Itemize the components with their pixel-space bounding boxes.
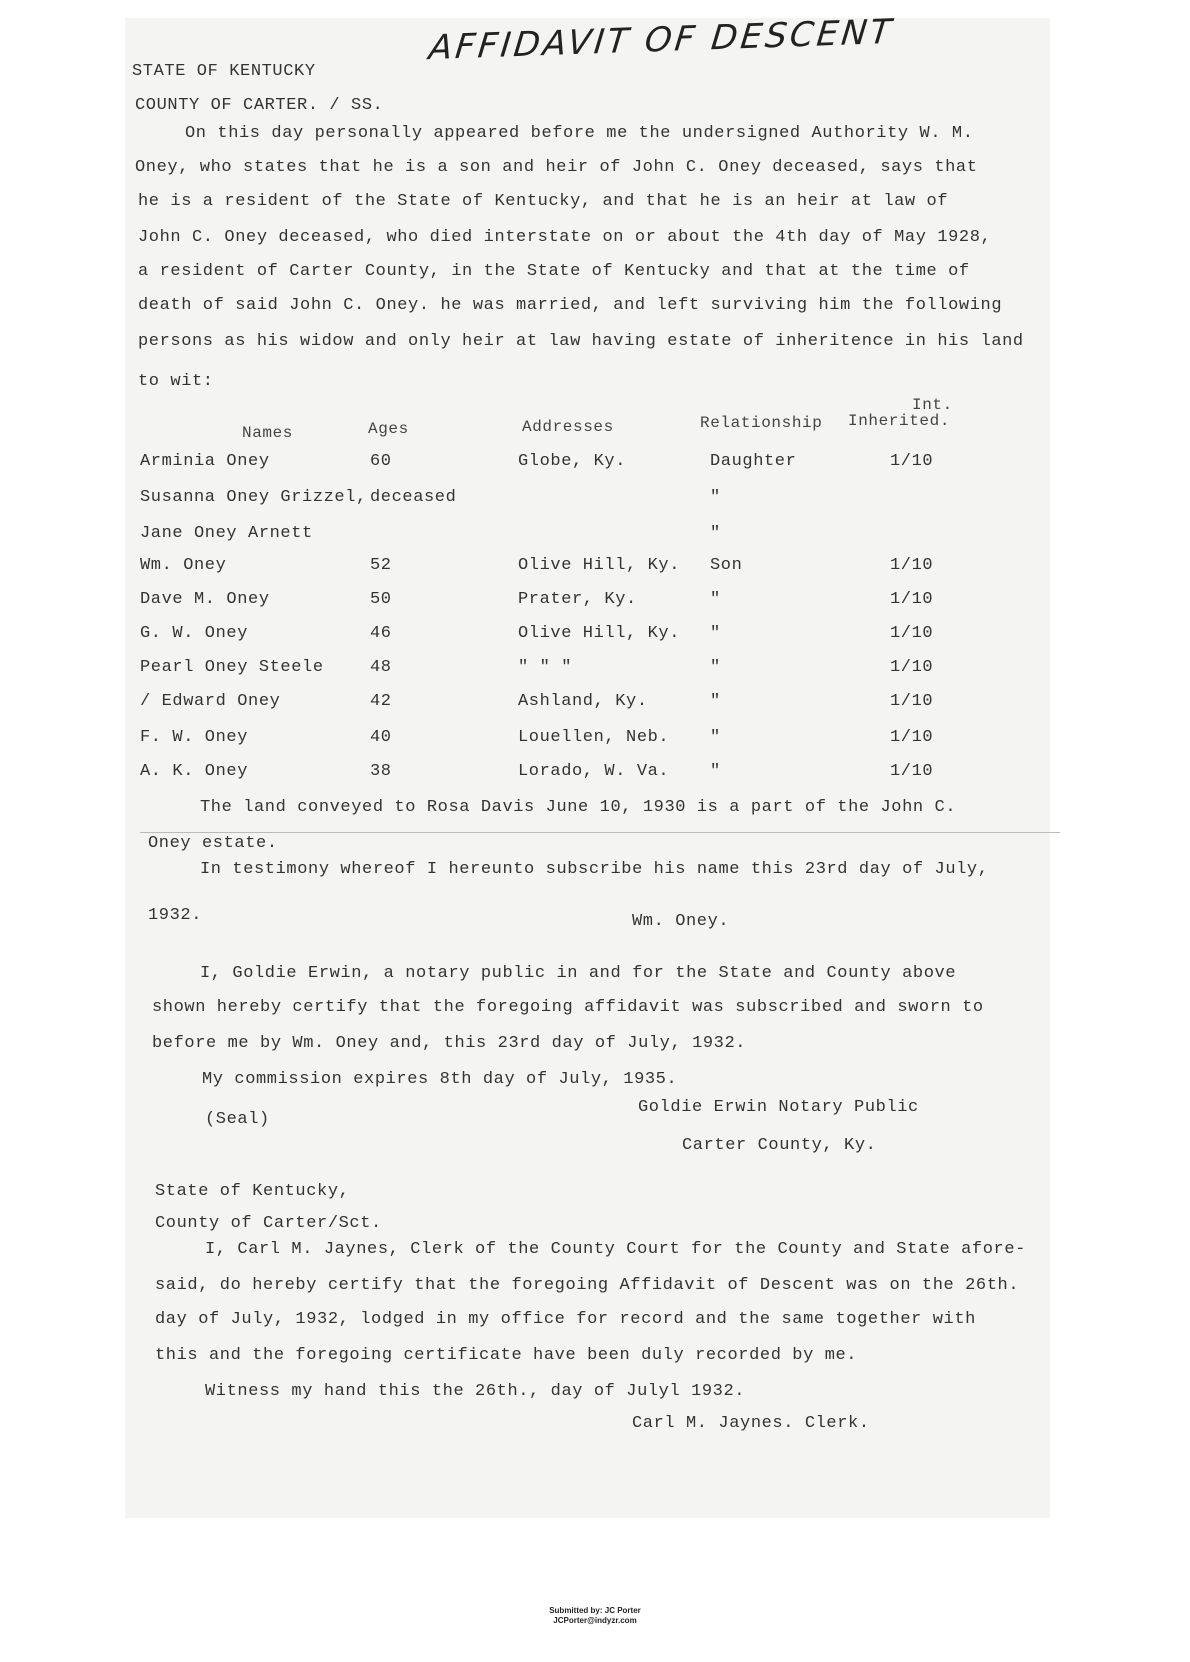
heir-address-cell: Olive Hill, Ky. [518,556,681,575]
heir-relationship-cell: " [710,488,721,507]
clerk-line: Witness my hand this the 26th., day of Julyl 1932. [205,1382,746,1401]
heir-interest-cell: 1/10 [890,692,934,711]
heir-age-cell: deceased [370,488,457,507]
heir-age-cell: 48 [370,658,392,677]
heir-name-cell: Susanna Oney Grizzel, [140,488,367,507]
land-line: The land conveyed to Rosa Davis June 10, 1930 is a part of the John C. [200,798,957,817]
affiant-signature: Wm. Oney. [632,912,730,931]
heir-relationship-cell: " [710,692,721,711]
intro-line: persons as his widow and only heir at law having estate of inheritence in his land [138,332,1024,351]
heir-interest-cell: 1/10 [890,556,934,575]
intro-line: John C. Oney deceased, who died interstate on or about the 4th day of May 1928, [138,228,992,247]
clerk-signature: Carl M. Jaynes. Clerk. [632,1414,870,1433]
heir-interest-cell: 1/10 [890,590,934,609]
heir-interest-cell: 1/10 [890,728,934,747]
heir-address-cell: Lorado, W. Va. [518,762,670,781]
notary-line: I, Goldie Erwin, a notary public in and for the State and County above [200,964,957,983]
heir-age-cell: 60 [370,452,392,471]
heir-name-cell: / Edward Oney [140,692,281,711]
heir-name-cell: Arminia Oney [140,452,270,471]
heir-address-cell: " " " [518,658,573,677]
heir-name-cell: G. W. Oney [140,624,249,643]
heir-name-cell: Wm. Oney [140,556,227,575]
heir-age-cell: 52 [370,556,392,575]
handwritten-title: AFFIDAVIT OF DESCENT [426,11,896,69]
testimony-line: In testimony whereof I hereunto subscribe his name this 23rd day of July, [200,860,989,879]
intro-line: death of said John C. Oney. he was married, and left surviving him the following [138,296,1003,315]
heir-address-cell: Globe, Ky. [518,452,627,471]
header-addresses: Addresses [522,418,614,436]
heir-interest-cell: 1/10 [890,658,934,677]
heir-relationship-cell: " [710,762,721,781]
heir-relationship-cell: " [710,590,721,609]
heir-age-cell: 46 [370,624,392,643]
heir-age-cell: 40 [370,728,392,747]
heir-address-cell: Louellen, Neb. [518,728,670,747]
notary-line: shown hereby certify that the foregoing affidavit was subscribed and sworn to [152,998,984,1017]
heir-relationship-cell: " [710,658,721,677]
heir-interest-cell: 1/10 [890,452,934,471]
intro-line: he is a resident of the State of Kentucky, and that he is an heir at law of [138,192,949,211]
header-names: Names [242,424,294,442]
heir-age-cell: 42 [370,692,392,711]
heir-name-cell: Jane Oney Arnett [140,524,313,543]
heir-interest-cell: 1/10 [890,624,934,643]
heir-relationship-cell: " [710,624,721,643]
heir-address-cell: Prater, Ky. [518,590,637,609]
testimony-line: 1932. [148,906,203,925]
venue-county: COUNTY OF CARTER. / SS. [135,96,384,115]
clerk-line: this and the foregoing certificate have been duly recorded by me. [155,1346,858,1365]
venue-state: STATE OF KENTUCKY [132,62,316,81]
intro-line: Oney, who states that he is a son and heir of John C. Oney deceased, says that [135,158,978,177]
heir-name-cell: A. K. Oney [140,762,249,781]
clerk-line: I, Carl M. Jaynes, Clerk of the County Court for the County and State afore- [205,1240,1026,1259]
heir-address-cell: Ashland, Ky. [518,692,648,711]
header-relationship: Relationship [700,414,823,432]
heir-relationship-cell: Daughter [710,452,797,471]
intro-line: On this day personally appeared before me the undersigned Authority W. M. [185,124,974,143]
notary-line: before me by Wm. Oney and, this 23rd day of July, 1932. [152,1034,747,1053]
footer-submitted-by: Submitted by: JC Porter [549,1606,641,1615]
heir-name-cell: Dave M. Oney [140,590,270,609]
header-inherited: Inherited. [848,412,951,430]
heir-name-cell: F. W. Oney [140,728,249,747]
clerk-venue-state: State of Kentucky, [155,1182,350,1201]
header-ages: Ages [368,420,409,438]
heir-age-cell: 50 [370,590,392,609]
intro-line: to wit: [138,372,214,391]
clerk-venue-county: County of Carter/Sct. [155,1214,382,1233]
heir-relationship-cell: " [710,728,721,747]
seal-label: (Seal) [205,1110,270,1129]
clerk-line: day of July, 1932, lodged in my office for record and the same together with [155,1310,976,1329]
footer [0,1606,1190,1626]
heir-interest-cell: 1/10 [890,762,934,781]
notary-county: Carter County, Ky. [682,1136,877,1155]
heir-address-cell: Olive Hill, Ky. [518,624,681,643]
heir-relationship-cell: " [710,524,721,543]
intro-line: a resident of Carter County, in the State of Kentucky and that at the time of [138,262,970,281]
header-int: Int. [912,396,953,414]
heir-relationship-cell: Son [710,556,743,575]
notary-line: My commission expires 8th day of July, 1935. [202,1070,678,1089]
land-line: Oney estate. [148,834,278,853]
notary-signature: Goldie Erwin Notary Public [638,1098,919,1117]
heir-age-cell: 38 [370,762,392,781]
divider [140,832,1060,833]
footer-email: JCPorter@indyzr.com [553,1616,637,1625]
heir-name-cell: Pearl Oney Steele [140,658,324,677]
clerk-line: said, do hereby certify that the foregoing Affidavit of Descent was on the 26th. [155,1276,1020,1295]
